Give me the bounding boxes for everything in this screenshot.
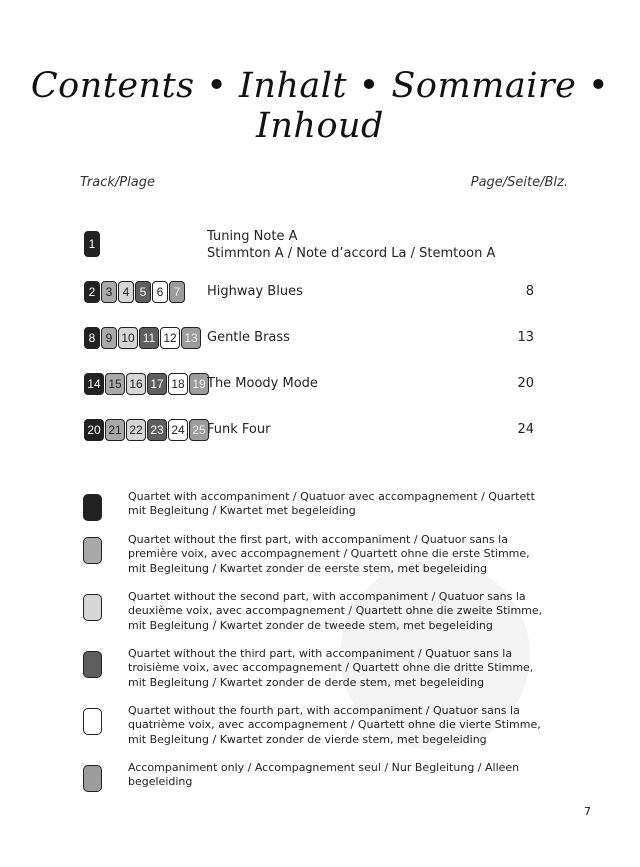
- entry-title: Funk Four: [207, 422, 271, 437]
- legend-text: Quartet with accompaniment / Quatuor avec accompagnement / Quartett mit Begleitung / Kwartet met begeleiding: [128, 490, 535, 518]
- legend-text: Accompaniment only / Accompagnement seul / Nur Begleitung / Alleen begeleiding: [128, 761, 520, 789]
- legend-text: Quartet without the second part, with accompaniment / Quatuor sans la deuxième voix, avec accompagnement / Quartett ohne die zweite Stimme, mit Begleitung / Kwartet zonder de tweede stem, met begeleiding: [128, 590, 543, 632]
- entry-title: Highway Blues: [207, 284, 303, 299]
- track-number-box: 17: [147, 373, 167, 395]
- track-number-box: 5: [135, 281, 151, 303]
- legend-swatch: [83, 765, 102, 792]
- track-number-box: 2: [84, 281, 100, 303]
- contents-entry: [84, 281, 534, 305]
- entry-subtitle: Stimmton A / Note d’accord La / Stemtoon A: [207, 246, 496, 261]
- entry-page: 24: [517, 422, 534, 437]
- track-number-box: 22: [126, 419, 146, 441]
- track-number-box: 20: [84, 419, 104, 441]
- track-boxes: [84, 281, 186, 303]
- legend-swatch: [83, 651, 102, 678]
- legend-swatch: [83, 494, 102, 521]
- track-number-box: 24: [168, 419, 188, 441]
- page-header: Page/Seite/Blz.: [470, 175, 568, 190]
- track-boxes: [84, 327, 202, 349]
- contents-entry: [84, 327, 534, 351]
- contents-entry: [84, 373, 534, 397]
- track-boxes: [84, 373, 210, 395]
- contents-entry: [84, 229, 534, 261]
- track-number-box: 8: [84, 327, 100, 349]
- track-number-box: 23: [147, 419, 167, 441]
- track-number-box: 4: [118, 281, 134, 303]
- legend-text: Quartet without the third part, with accompaniment / Quatuor sans la troisième voix, avec accompagnement / Quartett ohne die dritte Stimme, mit Begleitung / Kwartet zonder de derde stem, met begeleiding: [128, 647, 534, 689]
- track-number-box: 11: [139, 327, 159, 349]
- track-number-box: 16: [126, 373, 146, 395]
- entry-title: The Moody Mode: [207, 376, 318, 391]
- legend-swatch: [83, 594, 102, 621]
- entry-page: 8: [525, 284, 534, 299]
- track-number-box: 6: [152, 281, 168, 303]
- entry-title: Gentle Brass: [207, 330, 290, 345]
- track-header: Track/Plage: [80, 175, 155, 190]
- track-number-box: 19: [189, 373, 209, 395]
- page-number: 7: [584, 805, 591, 818]
- entry-title-text: Tuning Note A: [207, 229, 298, 244]
- track-number-box: 18: [168, 373, 188, 395]
- track-number-box: 7: [169, 281, 185, 303]
- track-number-box: 15: [105, 373, 125, 395]
- contents-entry: [84, 419, 534, 443]
- track-number-box: 12: [160, 327, 180, 349]
- track-number-box: 3: [101, 281, 117, 303]
- entry-page: 20: [517, 376, 534, 391]
- track-number-box: 1: [84, 231, 100, 257]
- track-boxes: [84, 419, 210, 441]
- track-number-box: 10: [118, 327, 138, 349]
- legend-swatch: [83, 537, 102, 564]
- legend-text: Quartet without the first part, with accompaniment / Quatuor sans la première voix, avec accompagnement / Quartett ohne die erste Stimme, mit Begleitung / Kwartet zonder de eerste stem, met begeleiding: [128, 533, 530, 575]
- entry-page: 13: [517, 330, 534, 345]
- legend-text: Quartet without the fourth part, with accompaniment / Quatuor sans la quatrième voix, avec accompagnement / Quartett ohne die vierte Stimme, mit Begleitung / Kwartet zonder de vierde stem, met begeleiding: [128, 704, 541, 746]
- track-number-box: 21: [105, 419, 125, 441]
- entry-title: [207, 228, 495, 262]
- track-number-box: 13: [181, 327, 201, 349]
- legend-swatch: [83, 708, 102, 735]
- track-number-box: 25: [189, 419, 209, 441]
- track-boxes: [84, 233, 101, 257]
- page-title: Contents • Inhalt • Sommaire • Inhoud: [30, 66, 610, 146]
- track-number-box: 9: [101, 327, 117, 349]
- track-number-box: 14: [84, 373, 104, 395]
